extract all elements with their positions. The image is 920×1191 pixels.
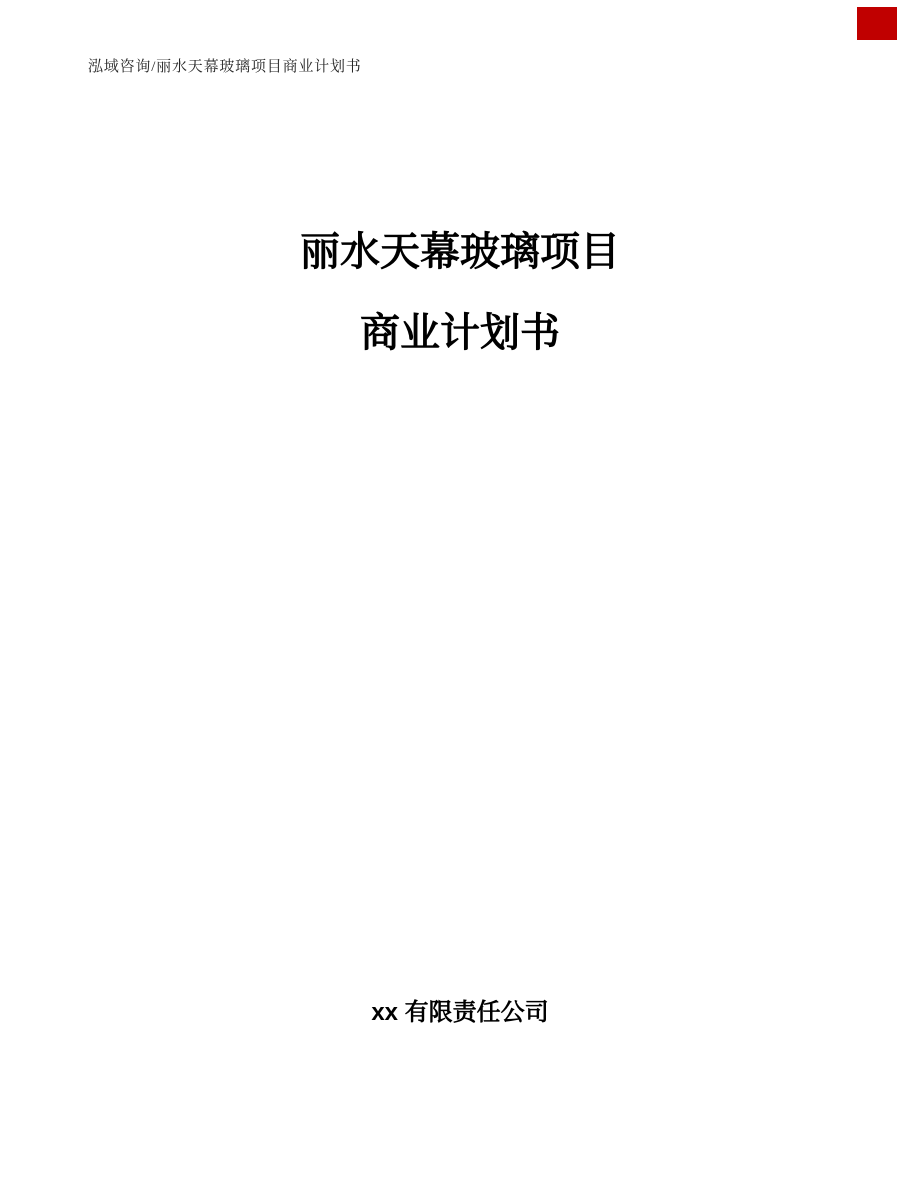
company-name: xx 有限责任公司	[371, 999, 549, 1026]
page-header-text: 泓域咨询/丽水天幕玻璃项目商业计划书	[88, 59, 362, 75]
red-square-logo-icon	[857, 7, 897, 40]
cover-title-line-2: 商业计划书	[360, 311, 560, 355]
cover-title-line-1: 丽水天幕玻璃项目	[300, 230, 620, 274]
